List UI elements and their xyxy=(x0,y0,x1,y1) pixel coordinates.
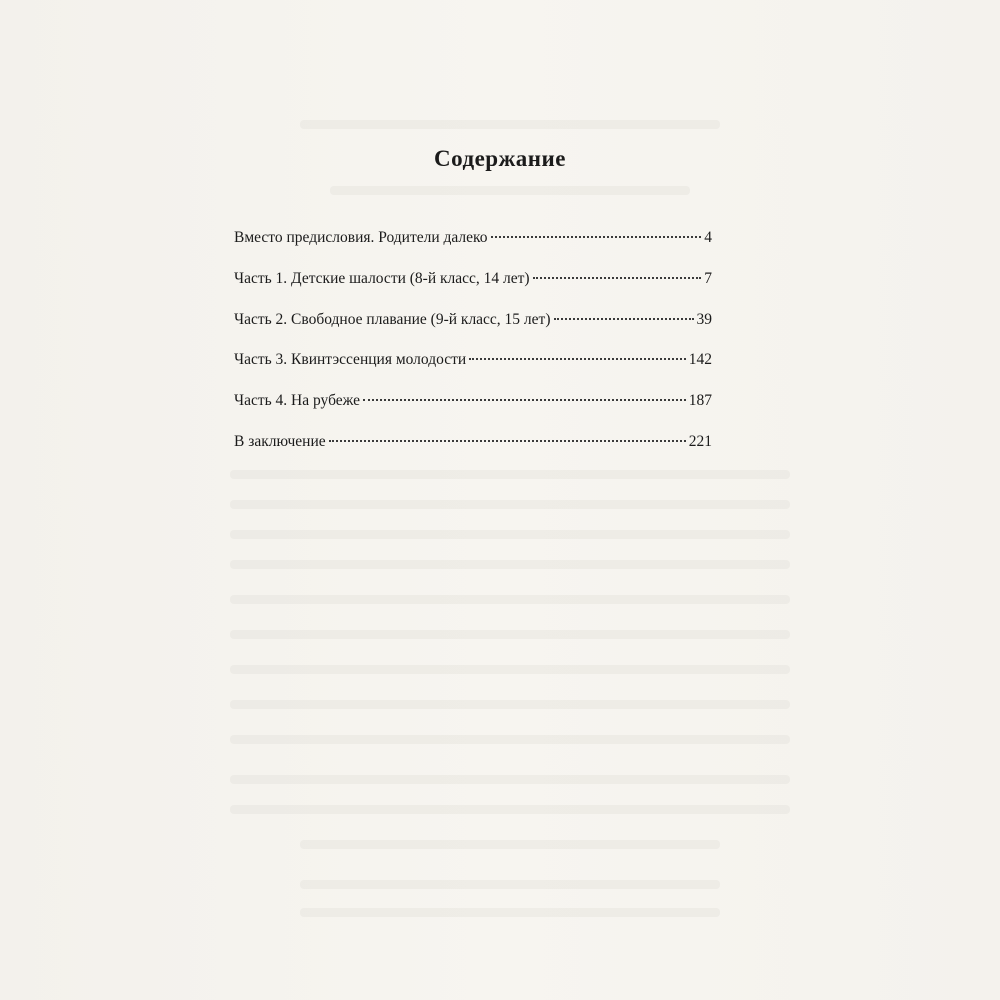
toc-entry[interactable] xyxy=(234,311,712,352)
show-through-line xyxy=(230,805,790,814)
show-through-line xyxy=(230,735,790,744)
dot-leader xyxy=(533,277,702,279)
dot-leader xyxy=(491,236,702,238)
dot-leader xyxy=(469,358,686,360)
toc-entry-title: Вместо предисловия. Родители далеко xyxy=(234,229,488,246)
show-through-line xyxy=(230,500,790,509)
toc-entry[interactable] xyxy=(234,229,712,270)
toc-entry[interactable] xyxy=(234,392,712,433)
show-through-line xyxy=(230,530,790,539)
show-through-line xyxy=(230,630,790,639)
show-through-line xyxy=(230,665,790,674)
toc-entry-page: 39 xyxy=(696,310,712,328)
toc-entry-title: Часть 1. Детские шалости (8-й класс, 14 лет) xyxy=(234,269,530,287)
toc-entry-page: 7 xyxy=(704,269,712,287)
show-through-line xyxy=(300,880,720,889)
show-through-line xyxy=(300,840,720,849)
show-through-line xyxy=(230,700,790,709)
toc-entry[interactable] xyxy=(234,270,712,311)
page-title: Содержание xyxy=(434,146,566,171)
toc-entry-page: 221 xyxy=(688,432,712,450)
toc-entry[interactable] xyxy=(234,433,712,474)
toc-entry-page: 4 xyxy=(704,229,712,246)
show-through-line xyxy=(230,560,790,569)
show-through-line xyxy=(300,908,720,917)
table-of-contents xyxy=(234,229,712,474)
dot-leader xyxy=(363,399,686,401)
toc-entry-title: Часть 4. На рубеже xyxy=(234,392,361,410)
toc-entry-page: 142 xyxy=(688,351,712,369)
toc-entry-title: Часть 3. Квинтэссенция молодости xyxy=(234,351,467,369)
show-through-line xyxy=(330,186,690,195)
dot-leader xyxy=(554,318,694,320)
show-through-line xyxy=(300,120,720,129)
show-through-line xyxy=(230,595,790,604)
show-through-line xyxy=(230,775,790,784)
dot-leader xyxy=(329,440,686,442)
toc-entry-title: В заключение xyxy=(234,432,326,450)
toc-entry-page: 187 xyxy=(688,392,712,410)
toc-entry-title: Часть 2. Свободное плавание (9-й класс, 15 лет) xyxy=(234,310,551,328)
toc-entry[interactable] xyxy=(234,351,712,392)
